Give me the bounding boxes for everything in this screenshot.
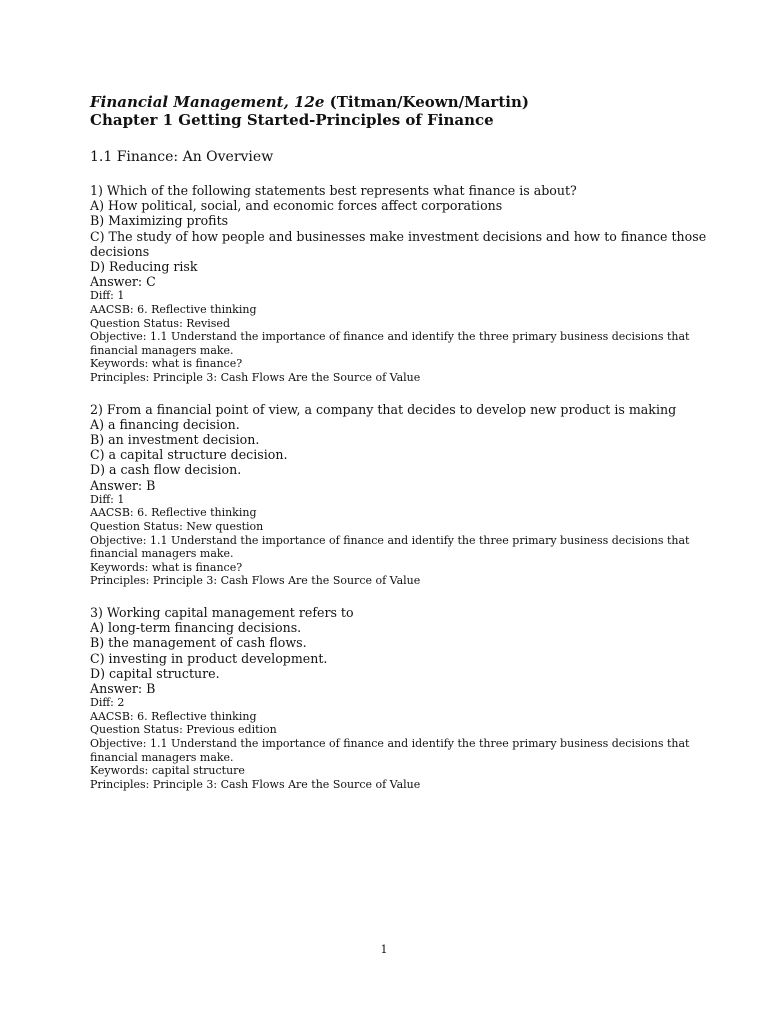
answer-key: Answer: C xyxy=(90,274,156,290)
question-metadata: AACSB: 6. Reflective thinking xyxy=(90,303,257,317)
section-heading: 1.1 Finance: An Overview xyxy=(90,149,274,165)
answer-option: B) Maximizing profits xyxy=(90,213,229,229)
question-metadata: Diff: 2 xyxy=(90,696,125,710)
answer-option: A) How political, social, and economic forces affect corporations xyxy=(90,198,503,214)
answer-option: B) an investment decision. xyxy=(90,431,260,447)
answer-option: D) a cash flow decision. xyxy=(90,462,242,478)
question-stem: 3) Working capital management refers to xyxy=(90,604,354,620)
answer-option: D) Reducing risk xyxy=(90,259,198,275)
page-number: 1 xyxy=(380,943,388,956)
answer-key: Answer: B xyxy=(90,477,156,493)
question-list xyxy=(90,183,730,791)
book-title-italic: Financial Management, 12e xyxy=(90,93,325,111)
question-metadata: AACSB: 6. Reflective thinking xyxy=(90,709,257,723)
question-metadata: AACSB: 6. Reflective thinking xyxy=(90,506,257,520)
question-metadata: Question Status: New question xyxy=(90,519,264,533)
chapter-heading: Chapter 1 Getting Started-Principles of Finance xyxy=(90,111,494,129)
question-stem: 2) From a financial point of view, a company that decides to develop new product is making xyxy=(90,401,677,417)
question-metadata: Keywords: capital structure xyxy=(90,764,245,778)
question-metadata: Keywords: what is finance? xyxy=(90,560,243,574)
question-metadata: Objective: 1.1 Understand the importance of finance and identify the three primary business decisions that financial managers make. xyxy=(90,330,690,357)
question-metadata: Question Status: Previous edition xyxy=(90,723,277,737)
question-metadata: Principles: Principle 3: Cash Flows Are the Source of Value xyxy=(90,370,421,384)
answer-option: A) a financing decision. xyxy=(90,416,240,432)
question-metadata: Question Status: Revised xyxy=(90,316,230,330)
answer-option: C) investing in product development. xyxy=(90,650,328,666)
answer-option: A) long-term financing decisions. xyxy=(90,620,302,636)
question-metadata: Diff: 1 xyxy=(90,289,125,303)
question-metadata: Principles: Principle 3: Cash Flows Are the Source of Value xyxy=(90,777,421,791)
question-metadata: Principles: Principle 3: Cash Flows Are the Source of Value xyxy=(90,574,421,588)
question-metadata: Diff: 1 xyxy=(90,492,125,506)
answer-key: Answer: B xyxy=(90,680,156,696)
question-block xyxy=(90,183,730,385)
question-metadata: Objective: 1.1 Understand the importance of finance and identify the three primary business decisions that financial managers make. xyxy=(90,736,690,764)
question-block xyxy=(90,605,730,791)
answer-option: D) capital structure. xyxy=(90,665,220,681)
book-title xyxy=(90,93,730,111)
document-page xyxy=(90,93,730,791)
answer-option: C) The study of how people and businesses make investment decisions and how to finance those decisions xyxy=(90,228,707,259)
question-metadata: Objective: 1.1 Understand the importance of finance and identify the three primary business decisions that financial managers make. xyxy=(90,533,690,561)
answer-option: B) the management of cash flows. xyxy=(90,635,307,651)
answer-option: C) a capital structure decision. xyxy=(90,447,288,463)
question-metadata: Keywords: what is finance? xyxy=(90,357,243,371)
book-authors: (Titman/Keown/Martin) xyxy=(324,93,529,111)
question-block xyxy=(90,402,730,588)
question-stem: 1) Which of the following statements best represents what finance is about? xyxy=(90,183,577,198)
